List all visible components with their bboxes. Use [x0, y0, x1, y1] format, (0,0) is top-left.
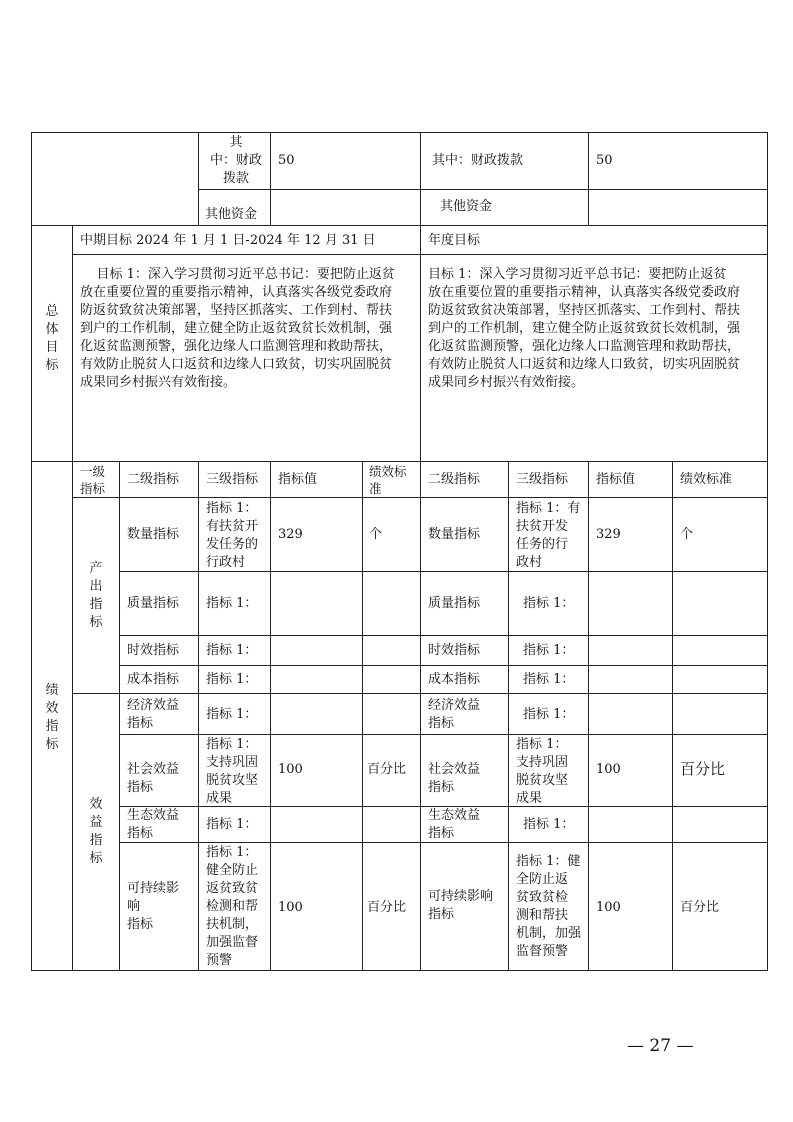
row-r-l3: 指标 1： — [523, 643, 575, 658]
funding-right-label: 其中：财政拨款 — [432, 153, 524, 168]
row-standard: 个 — [369, 527, 383, 542]
other-funds-left-label: 其他资金 — [205, 207, 258, 222]
row-l3: 指标 1： 支持巩固 脱贫攻坚 成果 — [206, 737, 259, 806]
row-l3: 指标 1： — [206, 817, 258, 832]
row-l3: 指标 1： 有扶贫开 发任务的 行政村 — [206, 501, 259, 570]
cell-divider — [672, 806, 768, 843]
row-standard: 百分比 — [367, 900, 407, 915]
row-r-l3: 指标 1： 支持巩固 脱贫攻坚 成果 — [516, 737, 569, 806]
row-r-standard: 百分比 — [680, 760, 726, 778]
row-r-l3: 指标 1： — [523, 707, 575, 722]
row-r-value: 100 — [596, 762, 621, 777]
row-r-l2: 生态效益 指标 — [428, 808, 481, 841]
row-r-l3: 指标 1： — [523, 817, 575, 832]
row-r-l2: 经济效益 指标 — [428, 698, 481, 731]
overall-goal-label: 总 体 目 标 — [45, 304, 59, 373]
annual-goal-header: 年度目标 — [428, 233, 481, 248]
cell-divider — [672, 665, 768, 694]
funding-right-value: 50 — [596, 153, 613, 168]
row-r-l3: 指标 1： — [523, 596, 575, 611]
row-r-l2: 社会效益 指标 — [428, 762, 481, 795]
cell-divider — [672, 571, 768, 636]
other-funds-right-value-cell — [588, 189, 768, 226]
cell-divider — [672, 693, 768, 735]
benefit-group-label: 效 益 指 标 — [89, 797, 103, 866]
hdr-r-level2: 二级指标 — [428, 472, 481, 487]
row-r-l2: 可持续影响 指标 — [428, 889, 494, 922]
hdr-level3: 三级指标 — [206, 472, 259, 487]
row-l2: 质量指标 — [127, 596, 180, 611]
row-r-l2: 数量指标 — [428, 527, 481, 542]
row-value: 100 — [278, 762, 303, 777]
row-r-standard: 百分比 — [680, 900, 720, 915]
row-value: 329 — [278, 527, 303, 542]
cell-divider — [362, 806, 421, 843]
cell-divider — [362, 665, 421, 694]
hdr-level1: 一级 指标 — [80, 464, 106, 496]
row-r-standard: 个 — [680, 527, 694, 542]
hdr-r-level3: 三级指标 — [516, 472, 569, 487]
cell-divider — [362, 571, 421, 636]
row-l3: 指标 1： — [206, 707, 258, 722]
page-number: — 27 — — [627, 1036, 694, 1056]
row-r-l2: 成本指标 — [428, 672, 481, 687]
cell-divider — [362, 693, 421, 735]
row-l2: 成本指标 — [127, 672, 180, 687]
row-l3: 指标 1： — [206, 672, 258, 687]
hdr-r-value: 指标值 — [596, 472, 636, 487]
hdr-level2: 二级指标 — [127, 472, 180, 487]
cell-divider — [672, 635, 768, 666]
row-l2: 生态效益 指标 — [127, 808, 180, 841]
row-l3: 指标 1： 健全防止 返贫致贫 检测和帮 扶机制， 加强监督 预警 — [206, 845, 259, 968]
hdr-standard: 绩效标 准 — [369, 464, 407, 496]
row-l3: 指标 1： — [206, 643, 258, 658]
hdr-value: 指标值 — [278, 472, 318, 487]
row-r-value: 100 — [596, 900, 621, 915]
output-group-label: 产 出 指 标 — [89, 561, 103, 630]
funding-mid-value: 50 — [278, 153, 295, 168]
row-standard: 百分比 — [367, 762, 407, 777]
row-l3: 指标 1： — [206, 596, 258, 611]
row-l2: 社会效益 指标 — [127, 762, 180, 795]
mid-goal-header: 中期目标 2024 年 1 月 1 日-2024 年 12 月 31 日 — [80, 233, 376, 248]
other-funds-mid-cell — [270, 189, 421, 226]
funding-right-value-cell — [588, 132, 768, 190]
row-r-l2: 时效指标 — [428, 643, 481, 658]
other-funds-right-label: 其他资金 — [440, 199, 493, 214]
row-l2: 经济效益 指标 — [127, 698, 180, 731]
row-r-l3: 指标 1： — [523, 672, 575, 687]
row-r-l3: 指标 1：有 扶贫开发 任务的行 政村 — [516, 501, 581, 570]
cell-divider — [362, 635, 421, 666]
row-l2: 数量指标 — [127, 527, 180, 542]
row-value: 100 — [278, 900, 303, 915]
hdr-r-standard: 绩效标准 — [680, 472, 733, 487]
row-r-l2: 质量指标 — [428, 596, 481, 611]
row-l2: 可持续影 响 指标 — [127, 881, 180, 932]
row-r-l3: 指标 1：健 全防止返 贫致贫检 测和帮扶 机制，加强 监督预警 — [516, 854, 582, 959]
row-r-value: 329 — [596, 527, 621, 542]
annual-goal-text: 目标 1：深入学习贯彻习近平总书记：要把防止返贫 放在重要位置的重要指示精神，认真落实各级党委政府 防返贫致贫决策部署，坚持区抓落实、工作到村、帮扶 到户的工作机制，建立健全防止返贫致贫长效机制，强 化返贫监测预警，强化边缘人口监测管理和救助帮扶， 有效防止脱贫人口返贫和边缘人口致贫，切实巩固脱贫 成果同乡村振兴有效衔接。 — [428, 267, 741, 390]
mid-goal-text: 目标 1：深入学习贯彻习近平总书记：要把防止返贫 放在重要位置的重要指示精神，认真落实各级党委政府 防返贫致贫决策部署，坚持区抓落实、工作到村、帮扶 到户的工作机制，建立健全防止返贫致贫长效机制，强 化返贫监测预警，强化边缘人口监测管理和救助帮扶， 有效防止脱贫人口返贫和边缘人口致贫，切实巩固脱贫 成果同乡村振兴有效衔接。 — [80, 267, 395, 390]
row-l2: 时效指标 — [127, 643, 180, 658]
perf-side-label: 绩 效 指 标 — [45, 683, 59, 752]
funding-sub-label: 其 中：财政 拨款 — [209, 135, 262, 186]
